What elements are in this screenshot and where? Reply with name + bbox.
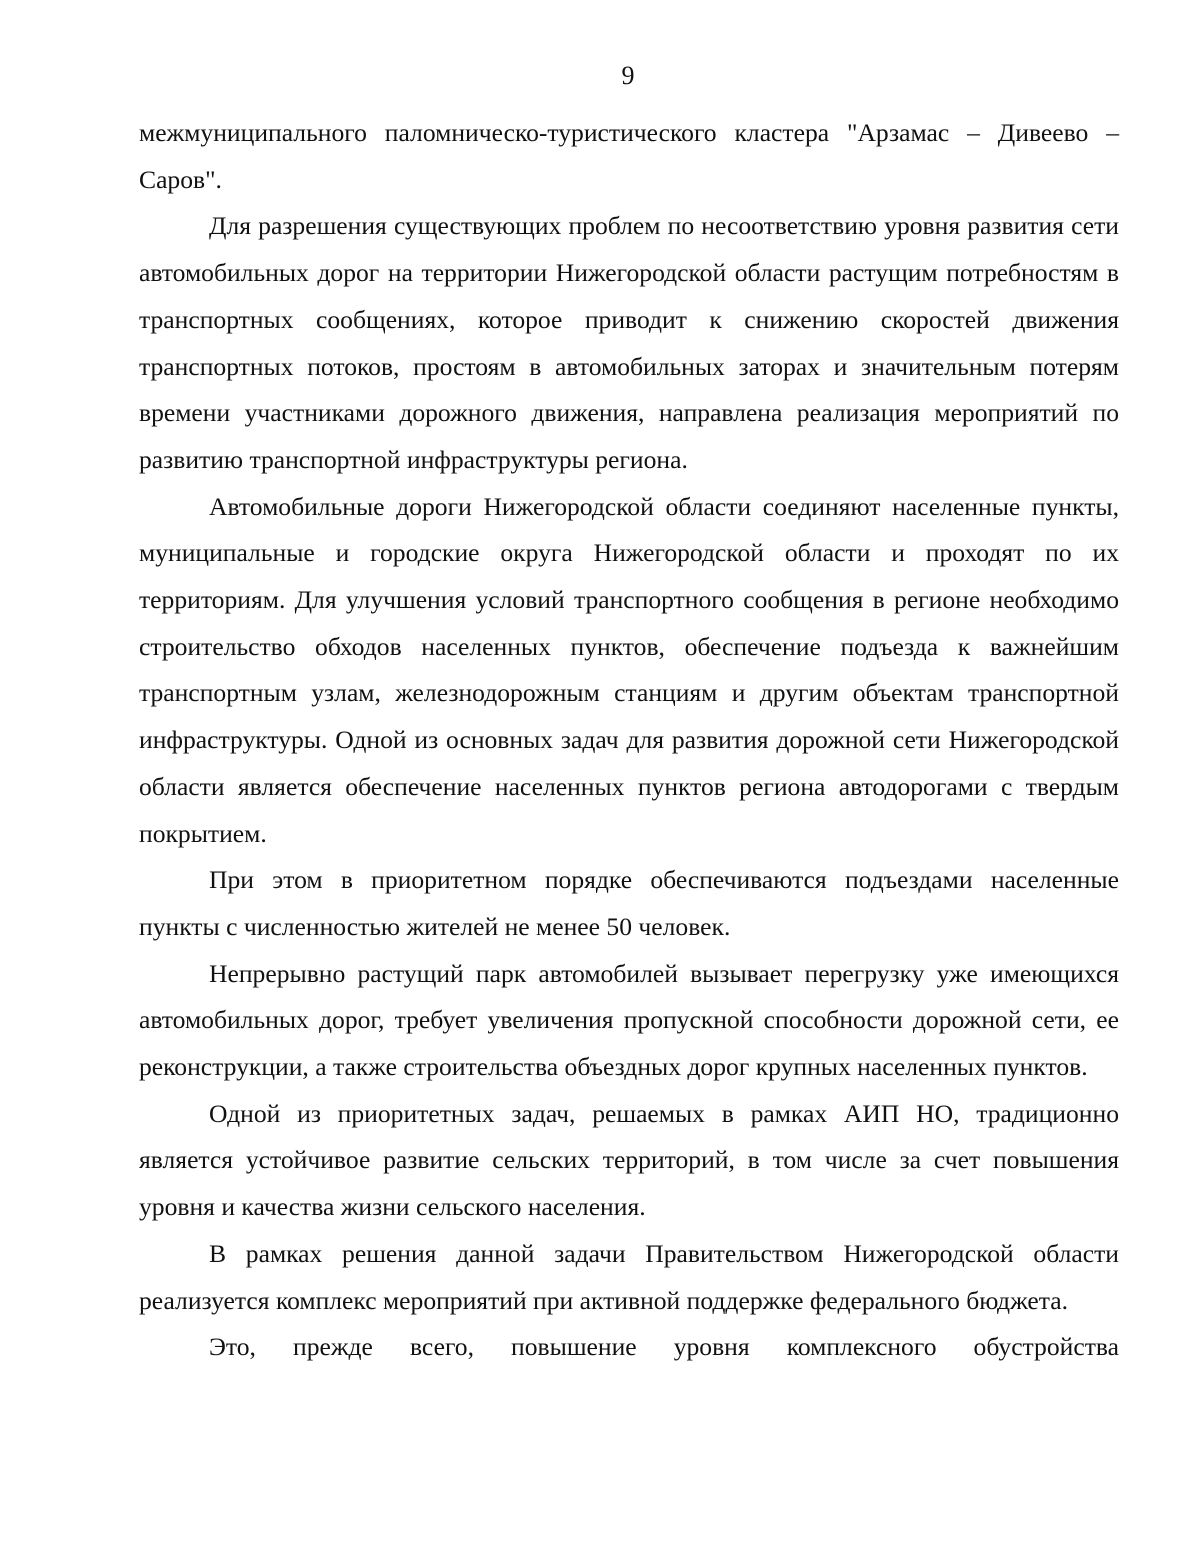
paragraph-rural-development: Одной из приоритетных задач, решаемых в рамках АИП НО, традиционно является устойчивое развитие сельских территорий, в том числе за счет повышения уровня и качества жизни сельского населения. (139, 1098, 1119, 1222)
page-number: 9 (621, 61, 635, 90)
paragraph-road-network-problems: Для разрешения существующих проблем по несоответствию уровня развития сети автомобильных дорог на территории Нижегородской области растущим потребностям в транспортных сообщениях, которое приводит к снижению скоростей движения транспортных потоков, простоям в автомобильных заторах и значительным потерям времени участниками дорожного движения, направлена реализация мероприятий по развитию транспортной инфраструктуры региона. (139, 211, 1119, 474)
paragraph-road-connections: Автомобильные дороги Нижегородской области соединяют населенные пункты, муниципальные и городские округа Нижегородской области и проходят по их территориям. Для улучшения условий транспортного сообщения в регионе необходимо строительство обходов населенных пунктов, обеспечение подъезда к важнейшим транспортным узлам, железнодорожным станциям и другим объектам транспортной инфраструктуры. Одной из основных задач для развития дорожной сети Нижегородской области является обеспечение населенных пунктов региона автодорогами с твердым покрытием. (139, 491, 1119, 848)
document-body (139, 110, 1119, 1371)
paragraph-cluster-continuation: межмуниципального паломническо-туристического кластера "Арзамас – Дивеево – Саров". (139, 118, 1119, 194)
paragraph-federal-support: В рамках решения данной задачи Правительством Нижегородской области реализуется комплекс мероприятий при активной поддержке федерального бюджета. (139, 1238, 1119, 1315)
paragraph-priority-access: При этом в приоритетном порядке обеспечиваются подъездами населенные пункты с численностью жителей не менее 50 человек. (139, 865, 1119, 941)
paragraph-continues: Это, прежде всего, повышение уровня комплексного обустройства (209, 1332, 1119, 1362)
paragraph-vehicle-growth: Непрерывно растущий парк автомобилей вызывает перегрузку уже имеющихся автомобильных дорог, требует увеличения пропускной способности дорожной сети, ее реконструкции, а также строительства объездных дорог крупных населенных пунктов. (139, 958, 1119, 1082)
